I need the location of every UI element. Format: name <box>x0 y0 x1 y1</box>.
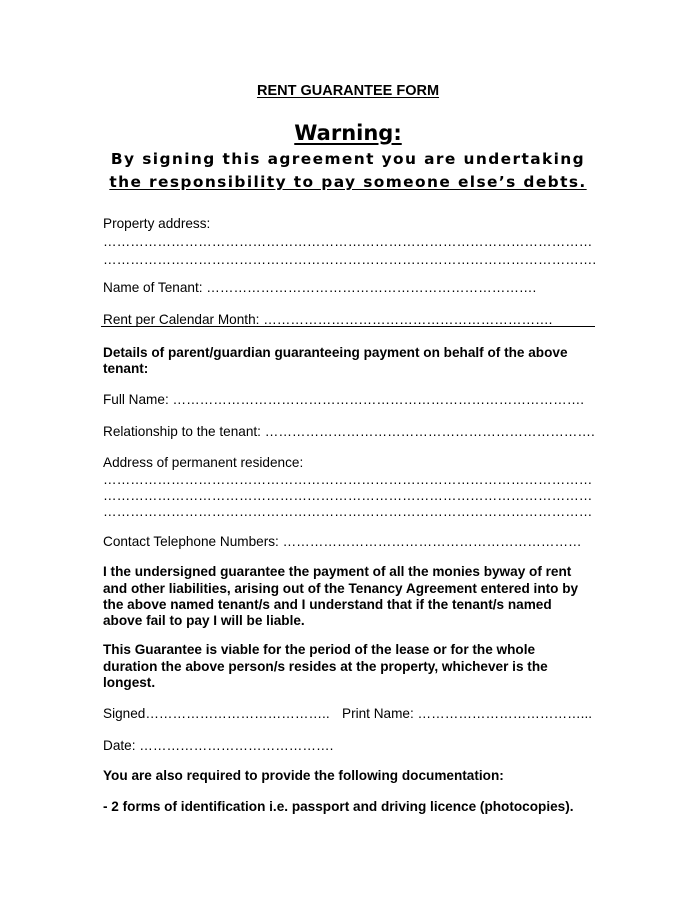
undertaking-line-2: and other liabilities, arising out of the Tenancy Agreement entered into by <box>103 581 579 596</box>
residence-address-line-2[interactable]: ……………………………………………………………………………………………… <box>103 488 593 503</box>
validity-line-3: longest. <box>103 675 156 690</box>
property-address-line-2[interactable]: ………………………………………………………………………………………………. <box>103 252 597 267</box>
guardian-section-heading-line-2: tenant: <box>103 361 149 376</box>
validity-line-1: This Guarantee is viable for the period of the lease or for the whole <box>103 642 536 657</box>
tenant-name-field[interactable]: Name of Tenant: ………………………………………………………………. <box>103 280 537 295</box>
print-name-field[interactable]: Print Name: ………………………………... <box>342 706 592 721</box>
form-title: RENT GUARANTEE FORM <box>256 83 440 99</box>
guardian-section-heading-line-1: Details of parent/guardian guaranteeing payment on behalf of the above <box>103 345 568 360</box>
warning-text-line-1: By signing this agreement you are undertaking <box>110 150 586 168</box>
warning-heading: Warning: <box>294 121 402 145</box>
undertaking-line-1: I the undersigned guarantee the payment of all the monies byway of rent <box>103 564 572 579</box>
relationship-field[interactable]: Relationship to the tenant: ………………………………………………………………. <box>103 424 595 439</box>
property-address-line-1[interactable]: ……………………………………………………………………………………………… <box>103 234 593 249</box>
date-field[interactable]: Date: ……………………………………. <box>103 738 334 753</box>
residence-address-line-1[interactable]: ……………………………………………………………………………………………… <box>103 472 593 487</box>
undertaking-line-3: the above named tenant/s and I understand that if the tenant/s named <box>103 597 552 612</box>
signed-field[interactable]: Signed………………………………….. <box>103 706 330 721</box>
warning-text-line-2: the responsibility to pay someone else’s debts. <box>109 173 587 191</box>
rent-per-month-field[interactable]: Rent per Calendar Month: ………………………………………………………. <box>103 312 553 327</box>
contact-telephone-field[interactable]: Contact Telephone Numbers: ………………………………………………………… <box>103 534 582 549</box>
documentation-item-identification: - 2 forms of identification i.e. passport and driving licence (photocopies). <box>103 799 574 814</box>
undertaking-line-4: above fail to pay I will be liable. <box>103 613 305 628</box>
documentation-heading: You are also required to provide the following documentation: <box>103 768 504 783</box>
residence-address-label: Address of permanent residence: <box>103 455 304 470</box>
validity-line-2: duration the above person/s resides at the property, whichever is the <box>103 659 548 674</box>
property-address-label: Property address: <box>103 216 211 231</box>
section-divider <box>101 326 595 327</box>
residence-address-line-3[interactable]: ……………………………………………………………………………………………… <box>103 504 593 519</box>
guardian-full-name-field[interactable]: Full Name: ………………………………………………………………………………. <box>103 392 585 407</box>
